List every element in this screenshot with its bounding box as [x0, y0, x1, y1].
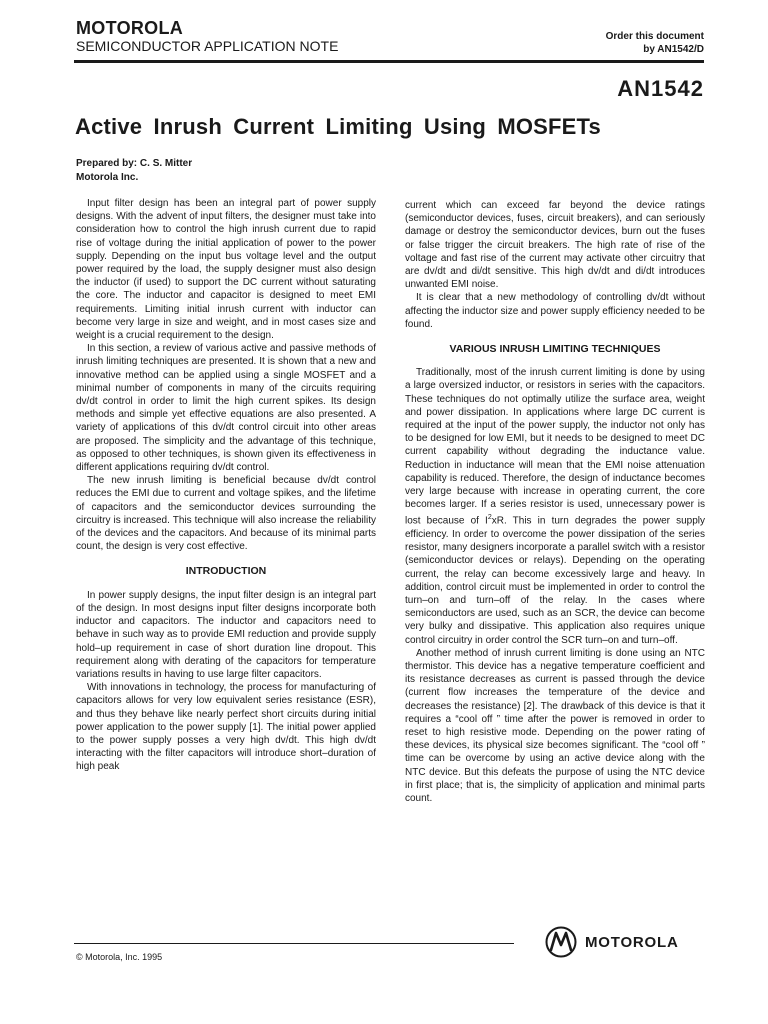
motorola-batwing-icon — [545, 926, 577, 958]
copyright: © Motorola, Inc. 1995 — [76, 952, 163, 962]
left-column — [76, 197, 376, 774]
prepared-by: Prepared by: C. S. Mitter — [76, 158, 193, 169]
footer-rule — [74, 943, 514, 944]
paragraph: In this section, a review of various active and passive methods of inrush limiting techniques are presented. It is shown that a new and innovative method can be applied using a single MOSFET and a minimal number of components in many of the circuits requiring dv/dt control in order to limit the high current spikes. Its design methods and simple yet effective equations are also presented. A variety of applications of this dv/dt control circuit into other areas are proposed. The simplicity and the advantage of this technique, as opposed to other techniques, is shown given its effectiveness in different applications requiring dv/dt control. — [76, 343, 376, 474]
footer-logo — [545, 926, 679, 958]
paragraph — [405, 366, 705, 647]
order-line-2: by AN1542/D — [643, 44, 704, 55]
paragraph: Another method of inrush current limiting is done using an NTC thermistor. This device has a negative temperature coefficient and its resistance decreases as current is passed through the device (current flow increases the temperature of the device and decreases the resistance) [2]. The drawback of this device is that it requires a “cool off ” time after the power is removed in order to reset to high resistive mode. Depending on the power rating of these devices, its physical size becomes significant. The “cool off ” time can be overcome by using an active device along with the NTC device. But this defeats the purpose of using the NTC device in first place; that is, the simplicity of application and minimal parts count. — [405, 647, 705, 805]
author-company: Motorola Inc. — [76, 172, 139, 183]
paragraph: It is clear that a new methodology of controlling dv/dt without affecting the inductor size and power supply efficiency needed to be found. — [405, 292, 705, 330]
header-rule — [74, 60, 704, 63]
footer-logo-text: MOTOROLA — [585, 933, 679, 951]
page-title: Active Inrush Current Limiting Using MOSFETs — [75, 114, 601, 139]
order-line-1: Order this document — [605, 31, 704, 42]
paragraph-text: Traditionally, most of the inrush current limiting is done by using a large oversized inductor, or resistors in series with the capacitors. These techniques do not optimally utilize the surface area, weight and power dissipation. In applications where large DC current is required at the input of the power supply, the inductor not only has to be designed for low EMI, but it needs to be designed to meet DC current capability without degrading the inductance value. Reduction in inductance will mean that the EMI noise attenuation capability is reduced. Therefore, the design of inductance becomes very large because with increase in operating current, the core becomes larger. If a series resistor is used, unnecessary power is lost because of I — [405, 367, 705, 527]
paragraph: Input filter design has been an integral part of power supply designs. With the advent of input filters, the designer must take into consideration how to control the high inrush current due to rapid rise of voltage during the initial application of power to the power supply. Depending on the input bus voltage level and the output power required by the load, the supply designer must also design the inductor (if used) to support the DC current without saturating the core. The inductor and capacitor is designed to meet EMI requirements. Limiting initial inrush current with inductor can become very large in size and weight, and in most cases size and weight is a crucial requirement to the design. — [76, 198, 376, 342]
paragraph: With innovations in technology, the process for manufacturing of capacitors allows for very low equivalent series resistance (ESR), and thus they behave like nearly perfect short circuits during initial power application to the power supply [1]. The initial power applied to the power supply posses a very high dv/dt. This high dv/dt interacting with the filter capacitors will introduce short–duration of high peak — [76, 682, 376, 773]
superscript: 2 — [487, 514, 492, 522]
document-type: SEMICONDUCTOR APPLICATION NOTE — [76, 38, 339, 54]
author-block — [76, 157, 192, 185]
paragraph: current which can exceed far beyond the device ratings (semiconductor devices, fuses, circuit breakers), and can seriously damage or destroy the semiconductor devices, burn out the fuses or false trigger the circuit breakers. The high rate of rise of the voltage and fast rise of the current may activate other circuitry that are dv/dt and di/dt sensitive. This high dv/dt and di/dt introduces unwanted EMI noise. — [405, 200, 705, 291]
right-column — [405, 199, 705, 805]
document-number: AN1542 — [617, 76, 704, 101]
paragraph: The new inrush limiting is beneficial because dv/dt control reduces the EMI due to current and voltage spikes, and the lifetime of capacitors and the semiconductor devices surrounding the circuitry is increased. This technique will also increase the reliability of the devices and the capacitors. And because of its minimal parts count, the design is very cost effective. — [76, 475, 376, 553]
order-info — [606, 30, 704, 56]
brand-name: MOTOROLA — [76, 18, 184, 38]
section-heading-inrush-techniques: VARIOUS INRUSH LIMITING TECHNIQUES — [449, 343, 661, 356]
paragraph-text: xR. This in turn degrades the power supply efficiency. In order to overcome the power dissipation of the series resistor, many designers incorporate a parallel switch with a resistor (semiconductor devices or relays). Depending on the operating current, the relay can become excessively large and heavy. In addition, control circuit must be implemented in order to control the turn–on and turn–off of the relay. In the cases where semiconductors are used, such as an SCR, the device can become very bulky and dissipative. This application also requires unique control circuitry in order control the SCR turn–on and turn–off. — [405, 515, 705, 646]
section-heading-introduction: INTRODUCTION — [185, 565, 267, 578]
paragraph: In power supply designs, the input filter design is an integral part of the design. In most designs input filter designs incorporate both inductor and capacitors. The inductor and capacitors need to behave in such way as to provide EMI reduction and provide supply hold–up requirement in case of short duration line dropout. This requirement along with derating of the capacitors for temperature variations results in having to use large filter capacitors. — [76, 589, 376, 680]
